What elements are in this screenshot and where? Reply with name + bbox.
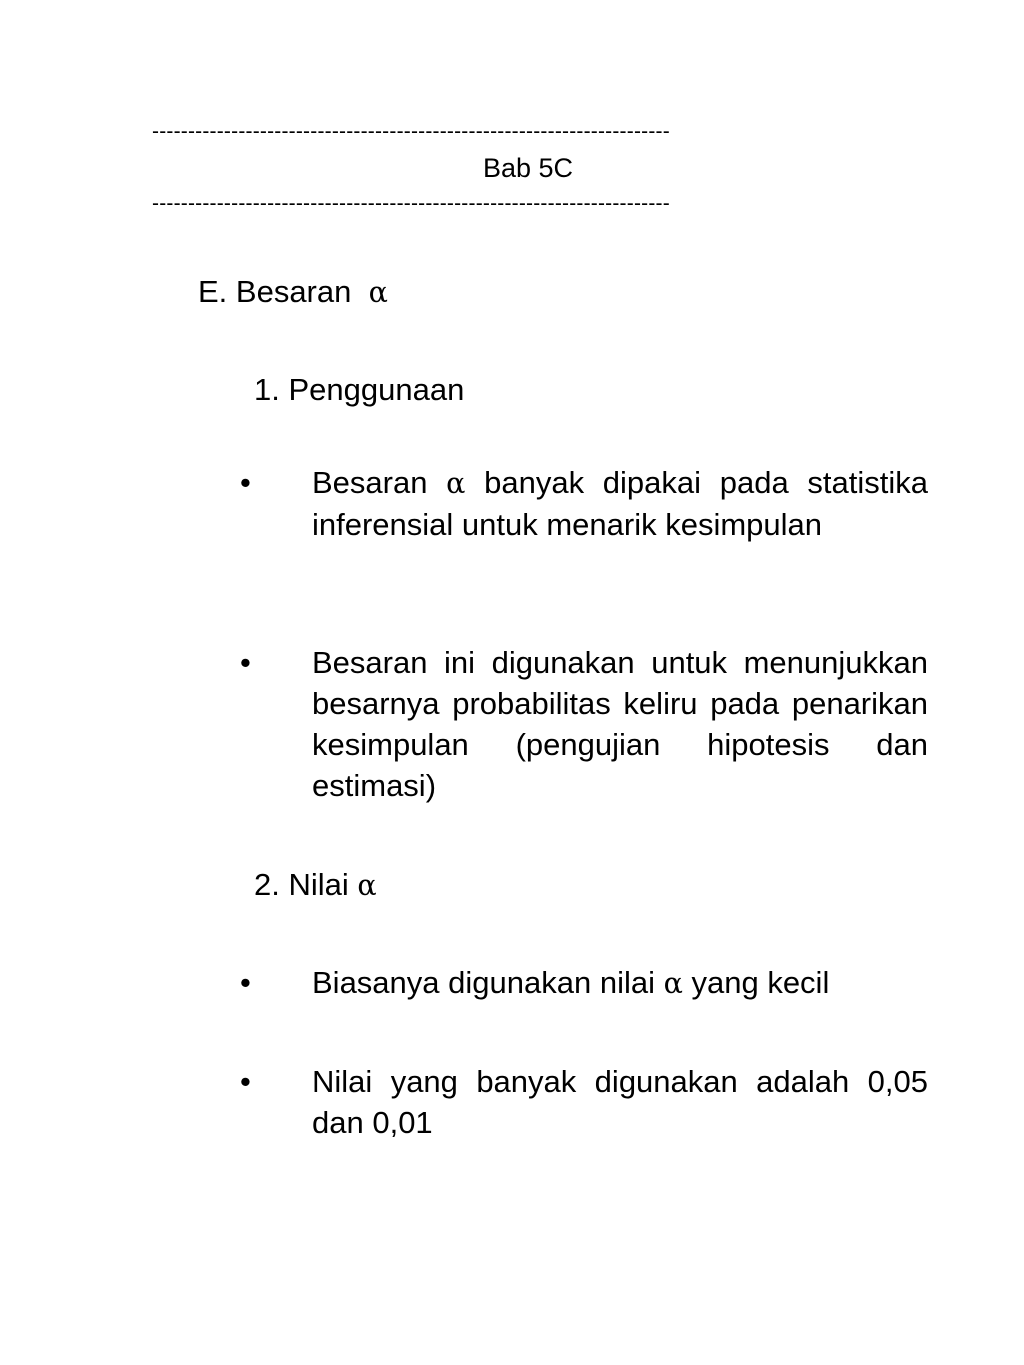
chapter-label: Bab 5C [482, 153, 574, 183]
alpha-symbol: α [663, 967, 683, 1000]
list-item-text [312, 962, 928, 1004]
list-item-text [312, 462, 928, 545]
list-item-text-after: banyak dipakai pada statistika inferensial untuk menarik kesimpulan [312, 465, 928, 542]
subsection-heading-text: 2. Nilai [254, 867, 349, 902]
list-item [240, 1061, 928, 1143]
alpha-symbol: α [357, 869, 377, 902]
list-item [240, 962, 928, 1004]
header-rule-bottom: ------------------------------------------------------------------------ [152, 192, 670, 215]
bullet-icon: • [240, 1064, 251, 1099]
list-item-text-after: yang kecil [691, 965, 830, 1000]
header-rule-top: ------------------------------------------------------------------------ [152, 120, 670, 143]
list-item-text: Besaran ini digunakan untuk menunjukkan besarnya probabilitas keliru pada penarikan kesimpulan (pengujian hipotesis dan estimasi) [312, 645, 928, 803]
list-item-text-before: Biasanya digunakan nilai [312, 965, 655, 1000]
section-title-text: E. Besaran [198, 274, 352, 309]
bullet-icon: • [240, 645, 251, 680]
section-title [198, 272, 388, 313]
bullet-icon: • [240, 965, 251, 1000]
subsection-heading-penggunaan: 1. Penggunaan [254, 372, 465, 407]
list-item-text-before: Besaran [312, 465, 428, 500]
bullet-icon: • [240, 465, 251, 500]
list-item [240, 642, 928, 806]
subsection-heading-nilai [254, 865, 377, 906]
list-item-text: Nilai yang banyak digunakan adalah 0,05 dan 0,01 [312, 1064, 928, 1140]
list-item [240, 462, 928, 545]
alpha-symbol: α [368, 276, 388, 309]
alpha-symbol: α [446, 467, 466, 500]
